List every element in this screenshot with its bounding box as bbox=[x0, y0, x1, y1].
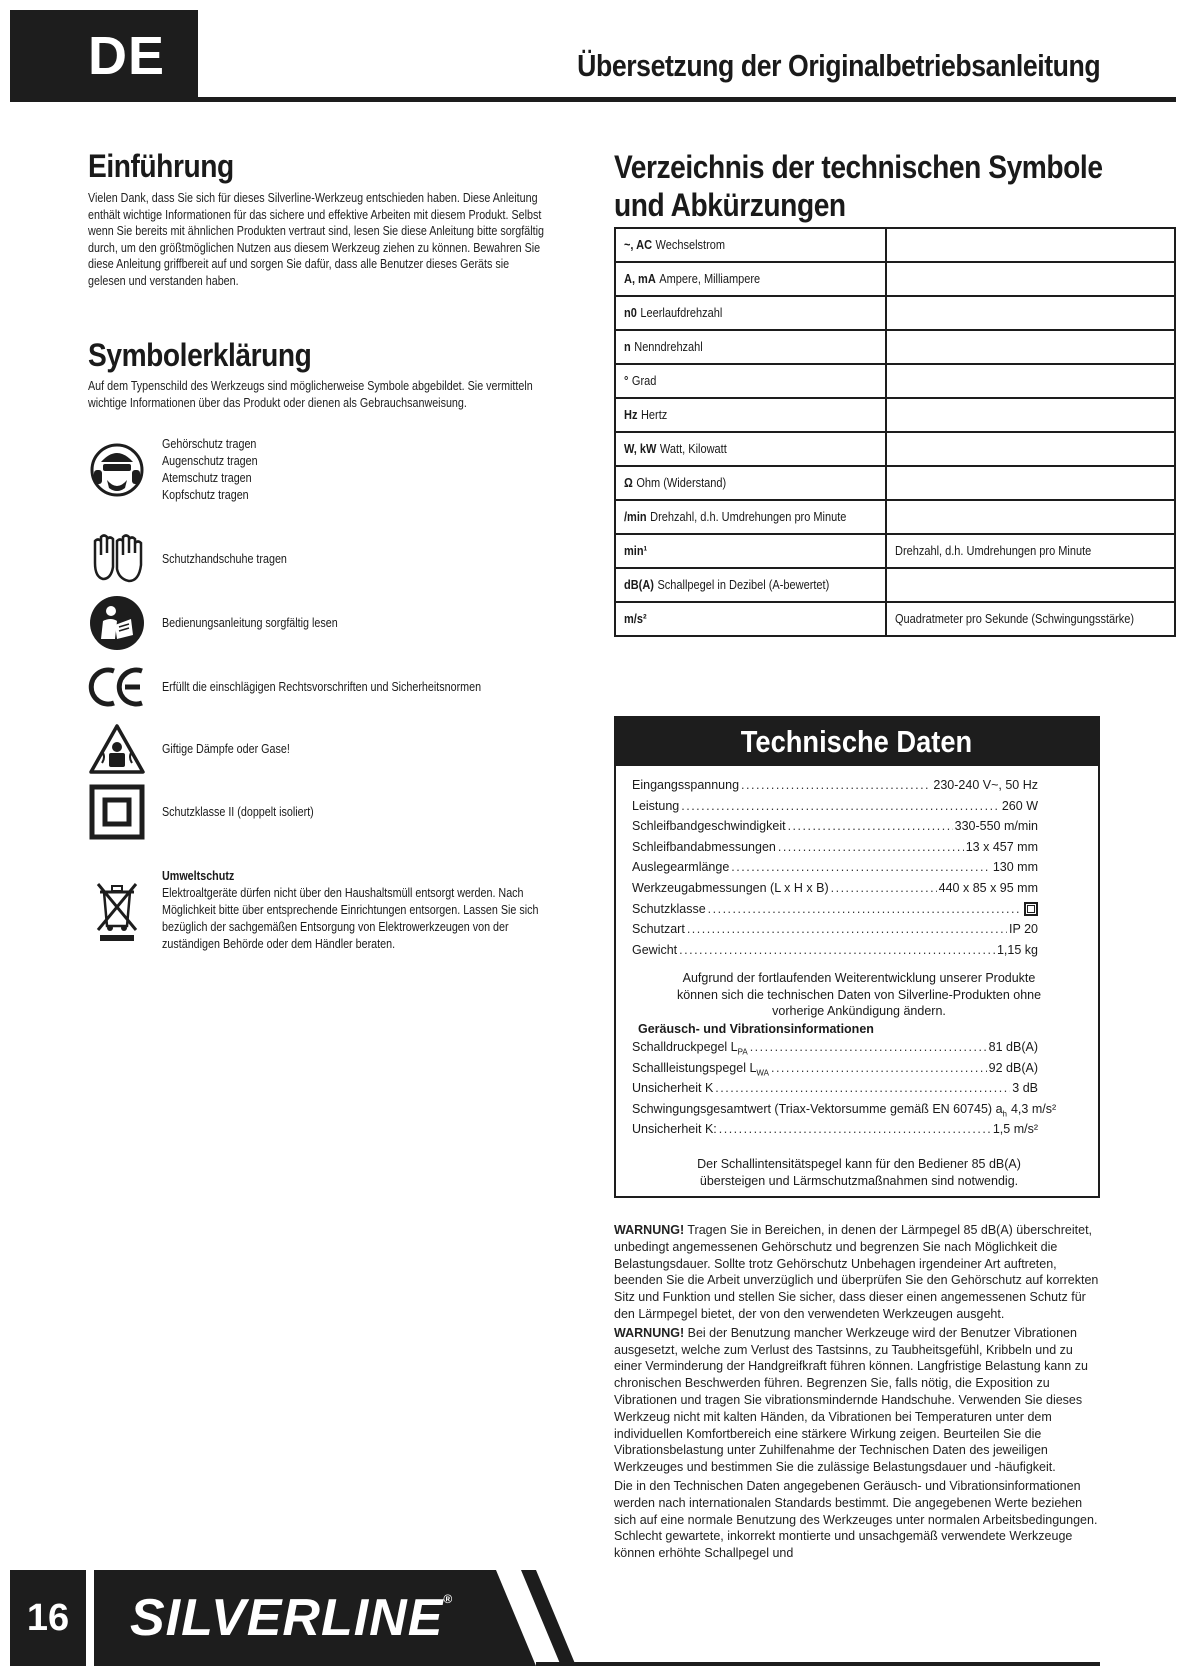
abbreviations-title: Verzeichnis der technischen Symbole und Abkürzungen bbox=[614, 149, 1103, 223]
spec-value: 13 x 457 mm bbox=[965, 839, 1038, 854]
spec-label: Schwingungsgesamtwert (Triax-Vektorsumme gemäß EN 60745) $a_h$ bbox=[632, 1101, 1007, 1119]
symbol-label: Giftige Dämpfe oder Gase! bbox=[162, 741, 290, 756]
spec-row bbox=[632, 819, 1038, 840]
abbreviation-symbol: m/s² bbox=[624, 612, 647, 626]
spec-value: 260 W bbox=[1001, 798, 1038, 813]
spec-label: Leistung bbox=[632, 798, 680, 813]
symbol-row-fumes bbox=[88, 720, 648, 778]
abbreviation-symbol: A, mA bbox=[624, 272, 656, 286]
spec-label: Schalldruckpegel $L_{PA}$ bbox=[632, 1040, 748, 1057]
page-number: 16 bbox=[10, 1570, 86, 1666]
abbreviation-desc: Ampere, Milliampere bbox=[659, 272, 761, 286]
abbreviation-desc: Drehzahl, d.h. Umdrehungen pro Minute bbox=[650, 510, 847, 524]
symbol-row-weee bbox=[88, 868, 648, 953]
technical-data-title: Technische Daten bbox=[616, 718, 1098, 766]
spec-label: Schallleistungspegel $L_{WA}$ bbox=[632, 1060, 769, 1078]
spec-value bbox=[1024, 902, 1038, 916]
symbols-title: Symbolerklärung bbox=[88, 337, 312, 373]
abbreviation-row bbox=[615, 228, 1175, 262]
spec-label: Schleifbandgeschwindigkeit bbox=[632, 819, 786, 834]
spec-label: Eingangsspannung bbox=[632, 778, 740, 792]
spec-row bbox=[632, 840, 1038, 861]
abbreviation-symbol: ° bbox=[624, 374, 629, 388]
abbreviation-symbol: n0 bbox=[624, 306, 637, 320]
abbreviation-row bbox=[615, 534, 1175, 568]
spec-row bbox=[632, 1081, 1038, 1102]
gloves-icon bbox=[88, 530, 146, 588]
abbreviations-table bbox=[614, 227, 1176, 637]
spec-row bbox=[632, 922, 1038, 943]
intro-text: Vielen Dank, dass Sie sich für dieses Silverline-Werkzeug entschieden haben. Diese Anleitung enthält wichtige Informationen für das sichere und effektive Arbeiten mit diesem Produkt. Selbst wenn Sie bereits mit ähnlichen Produkten vertraut sind, lesen Sie diese Anleitung bitte sorgfältig durch, um den größtmöglichen Nutzen aus diesem Werkzeug ziehen zu können. Bewahren Sie diese Anleitung griffbereit auf und sorgen Sie dafür, dass alle Benutzer dieses Geräts sie gelesen und verstanden haben. bbox=[88, 191, 544, 288]
symbol-row-gloves bbox=[88, 530, 648, 588]
spec-label: Auslegearmlänge bbox=[632, 860, 730, 875]
abbreviation-desc: Nenndrehzahl bbox=[634, 340, 703, 354]
symbol-label: Atemschutz tragen bbox=[162, 471, 252, 485]
spec-value: 4,3 m/s² bbox=[1010, 1101, 1057, 1116]
abbreviation-desc-right: Drehzahl, d.h. Umdrehungen pro Minute bbox=[894, 544, 1092, 558]
warning-label: WARNUNG! bbox=[614, 1325, 685, 1340]
abbreviation-desc: Leerlaufdrehzahl bbox=[640, 306, 723, 320]
technical-data-box bbox=[614, 716, 1100, 1198]
symbol-row-manual bbox=[88, 594, 648, 652]
spec-value: 130 mm bbox=[992, 860, 1038, 875]
warning-text: Tragen Sie in Bereichen, in denen der Lärmpegel 85 dB(A) überschreitet, unbedingt angemessenen Gehörschutz und begrenzen Sie nach Möglichkeit die Belastungsdauer. Sollte trotz Gehörschutz Unbehagen irgendeiner Art auftreten, beenden Sie die Arbeit unverzüglich und überprüfen Sie den Gehörschutz auf korrekten Sitz und Funktion und stellen Sie sicher, dass dieser einen angemessenen Schutz für den Lärmpegel bietet, der von den verwendeten Werkzeugen ausgeht. bbox=[614, 1223, 1099, 1321]
spec-row bbox=[632, 943, 1038, 964]
abbreviation-row bbox=[615, 466, 1175, 500]
warnings-text bbox=[614, 1222, 1100, 1564]
spec-label: Schutzart bbox=[632, 922, 685, 937]
abbreviation-symbol: /min bbox=[624, 510, 647, 524]
spec-row bbox=[632, 1061, 1038, 1082]
environment-text: Elektroaltgeräte dürfen nicht über den Haushaltsmüll entsorgt werden. Nach Möglichkeit bitte über entsprechende Einrichtungen entsorgen. Lassen Sie sich bezüglich der sachgemäßen Entsorgung von Elektrowerkzeugen von der zuständigen Behörde oder dem Händler beraten. bbox=[162, 886, 539, 951]
abbreviation-row bbox=[615, 262, 1175, 296]
abbreviation-symbol: dB(A) bbox=[624, 578, 654, 592]
symbol-label: Gehörschutz tragen bbox=[162, 437, 257, 451]
abbreviation-row bbox=[615, 500, 1175, 534]
read-manual-icon bbox=[88, 594, 146, 652]
spec-row bbox=[632, 902, 1038, 923]
abbreviation-symbol: W, kW bbox=[624, 442, 657, 456]
paragraph: Die in den Technischen Daten angegebenen Geräusch- und Vibrationsinformationen werden nach internationalen Standards bestimmt. Die angegebenen Werte beziehen sich auf eine normale Benutzung des Werkzeuges unter normalen Arbeitsbedingungen. Schlecht gewartete, inkorrekt montierte und unsachgemäß verwendete Werkzeuge können erhöhte Schallpegel und bbox=[614, 1478, 1098, 1561]
spec-value: 330-550 m/min bbox=[954, 819, 1038, 834]
spec-value: IP 20 bbox=[1009, 922, 1038, 937]
brand-logo: SILVERLINE® bbox=[130, 1589, 454, 1647]
symbol-row-ce bbox=[88, 658, 648, 716]
abbreviation-desc: Ohm (Widerstand) bbox=[636, 476, 727, 490]
symbol-row-ppe bbox=[88, 436, 648, 504]
abbreviation-desc: Wechselstrom bbox=[655, 238, 726, 252]
class-ii-icon bbox=[1024, 902, 1038, 916]
footer-rule bbox=[536, 1662, 1100, 1666]
spec-note: Aufgrund der fortlaufenden Weiterentwicklung unserer Produkte können sich die technischen Daten von Silverline-Produkten ohne vorherige Ankündigung ändern. bbox=[676, 971, 1042, 1018]
spec-row bbox=[632, 881, 1038, 902]
abbreviation-desc: Hertz bbox=[640, 408, 668, 422]
symbol-label: Erfüllt die einschlägigen Rechtsvorschriften und Sicherheitsnormen bbox=[162, 679, 482, 694]
spec-value: 81 dB(A) bbox=[988, 1040, 1038, 1054]
noise-list bbox=[632, 1040, 1057, 1143]
ppe-icon bbox=[88, 441, 146, 499]
symbol-label: Schutzklasse II (doppelt isoliert) bbox=[162, 804, 314, 819]
ce-mark-icon bbox=[88, 658, 146, 716]
spec-row bbox=[632, 1040, 1038, 1061]
abbreviation-symbol: n bbox=[624, 340, 631, 354]
symbols-text: Auf dem Typenschild des Werkzeugs sind möglicherweise Symbole abgebildet. Sie vermitteln wichtige Informationen über das Produkt oder dienen als Gebrauchsanweisung. bbox=[88, 379, 533, 410]
abbreviation-symbol: ~, AC bbox=[624, 238, 653, 252]
header-rule bbox=[198, 97, 1176, 102]
abbreviation-desc: Watt, Kilowatt bbox=[659, 442, 727, 456]
symbol-row-class2 bbox=[88, 783, 648, 841]
symbol-label: Augenschutz tragen bbox=[162, 454, 258, 468]
spec-value: 1,15 kg bbox=[996, 942, 1038, 957]
abbreviation-symbol: Ω bbox=[624, 476, 633, 490]
noise-vibration-heading: Geräusch- und Vibrationsinformationen bbox=[638, 1022, 874, 1036]
symbol-label: Kopfschutz tragen bbox=[162, 488, 249, 502]
abbreviation-row bbox=[615, 364, 1175, 398]
spec-row bbox=[632, 1101, 1057, 1123]
toxic-fumes-warning-icon bbox=[88, 720, 146, 778]
spec-list bbox=[632, 778, 1038, 963]
symbol-label: Bedienungsanleitung sorgfältig lesen bbox=[162, 615, 338, 630]
warning-text: Bei der Benutzung mancher Werkzeuge wird der Benutzer Vibrationen ausgesetzt, welche zum Verlust des Tastsinns, zu Taubheitsgefühl, Kribbeln und zu einer Verminderung der Handgreifkraft führen können. Langfristige Belastung kann zu chronischen Beschwerden führen. Begrenzen Sie, falls nötig, die Exposition zu Vibrationen und tragen Sie vibrationsmindernde Handschuhe. Verwenden Sie dieses Werkzeug nicht mit kalten Händen, da Vibrationen bei Temperaturen unter dem individuellen Komfortbereich eine stärkere Wirkung zeigen. Beurteilen Sie die Vibrationsbelastung unter Zuhilfenahme der Technischen Daten des jeweiligen Werkzeuges und bestimmen Sie die zulässige Belastungsdauer und -häufigkeit. bbox=[614, 1325, 1088, 1475]
spec-label: Unsicherheit K: bbox=[632, 1122, 717, 1137]
abbreviation-symbol: min¹ bbox=[624, 544, 648, 558]
spec-value: 92 dB(A) bbox=[988, 1060, 1038, 1075]
spec-row bbox=[632, 778, 1038, 799]
footer-decoration bbox=[536, 1570, 1100, 1666]
abbreviation-row bbox=[615, 568, 1175, 602]
abbreviation-desc: Schallpegel in Dezibel (A-bewertet) bbox=[657, 578, 830, 592]
spec-value: 440 x 85 x 95 mm bbox=[938, 880, 1038, 895]
spec-value: 230-240 V~, 50 Hz bbox=[933, 778, 1038, 792]
noise-note: Der Schallintensitätspegel kann für den Bediener 85 dB(A) übersteigen und Lärmschutzmaßnahmen sind notwendig. bbox=[697, 1157, 1021, 1188]
page-title: Übersetzung der Originalbetriebsanleitung bbox=[576, 48, 1100, 83]
abbreviation-desc-right: Quadratmeter pro Sekunde (Schwingungsstärke) bbox=[894, 612, 1134, 626]
spec-row bbox=[632, 860, 1038, 881]
abbreviation-desc: Grad bbox=[631, 374, 657, 388]
spec-label: Gewicht bbox=[632, 942, 678, 957]
spec-label: Schleifbandabmessungen bbox=[632, 839, 776, 854]
abbreviation-row bbox=[615, 602, 1175, 636]
spec-label: Schutzklasse bbox=[632, 901, 706, 916]
abbreviation-row bbox=[615, 330, 1175, 364]
spec-row bbox=[632, 1122, 1038, 1143]
symbol-label: Schutzhandschuhe tragen bbox=[162, 551, 287, 566]
weee-bin-icon bbox=[88, 882, 146, 940]
abbreviation-row bbox=[615, 398, 1175, 432]
class-ii-icon bbox=[88, 783, 146, 841]
spec-label: Unsicherheit K bbox=[632, 1081, 714, 1096]
language-badge: DE bbox=[10, 10, 198, 102]
abbreviation-row bbox=[615, 432, 1175, 466]
environment-heading: Umweltschutz bbox=[162, 869, 235, 883]
intro-title: Einführung bbox=[88, 148, 234, 184]
spec-label: Werkzeugabmessungen (L x H x B) bbox=[632, 880, 829, 895]
abbreviation-row bbox=[615, 296, 1175, 330]
spec-row bbox=[632, 799, 1038, 820]
warning-label: WARNUNG! bbox=[614, 1223, 685, 1237]
abbreviation-symbol: Hz bbox=[624, 408, 638, 422]
spec-value: 3 dB bbox=[1012, 1081, 1038, 1096]
spec-value: 1,5 m/s² bbox=[992, 1122, 1038, 1137]
